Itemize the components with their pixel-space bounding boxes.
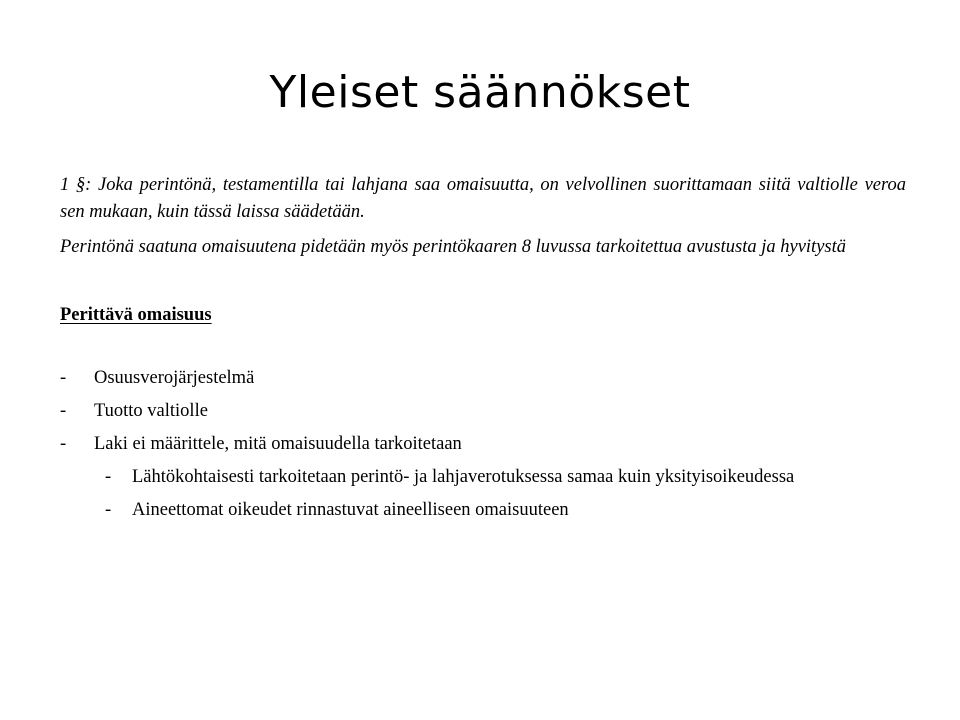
sub-bullet-list [60, 464, 906, 524]
sub-bullet-text: Lähtökohtaisesti tarkoitetaan perintö- ja lahjaverotuksessa samaa kuin yksityisoikeudessa [132, 467, 795, 487]
bullet-item [60, 398, 906, 425]
section-heading: Perittävä omaisuus [60, 305, 212, 325]
bullet-item [60, 431, 906, 458]
sub-bullet-text: Aineettomat oikeudet rinnastuvat aineelliseen omaisuuteen [132, 500, 569, 520]
sub-bullet-item [105, 497, 906, 524]
sub-bullet-marker: - [105, 500, 112, 520]
bullet-text: Tuotto valtiolle [94, 401, 208, 421]
slide-content [60, 172, 906, 530]
bullet-marker: - [60, 368, 67, 388]
bullet-item [60, 365, 906, 392]
paragraph-inheritance-assistance: Perintönä saatuna omaisuutena pidetään myös perintökaaren 8 luvussa tarkoitettua avustusta ja hyvitystä [60, 237, 846, 257]
paragraph-section-1: 1 §: Joka perintönä, testamentilla tai lahjana saa omaisuutta, on velvollinen suorittamaan siitä valtiolle veroa sen mukaan, kuin tässä laissa säädetään. [60, 175, 906, 222]
sub-bullet-item [105, 464, 906, 491]
bullet-text: Laki ei määrittele, mitä omaisuudella tarkoitetaan [94, 434, 462, 454]
sub-bullet-marker: - [105, 467, 112, 487]
bullet-marker: - [60, 434, 67, 454]
bullet-text: Osuusverojärjestelmä [94, 368, 255, 388]
slide-title: Yleiset säännökset [269, 67, 691, 118]
bullet-marker: - [60, 401, 67, 421]
bullet-list [60, 365, 906, 458]
